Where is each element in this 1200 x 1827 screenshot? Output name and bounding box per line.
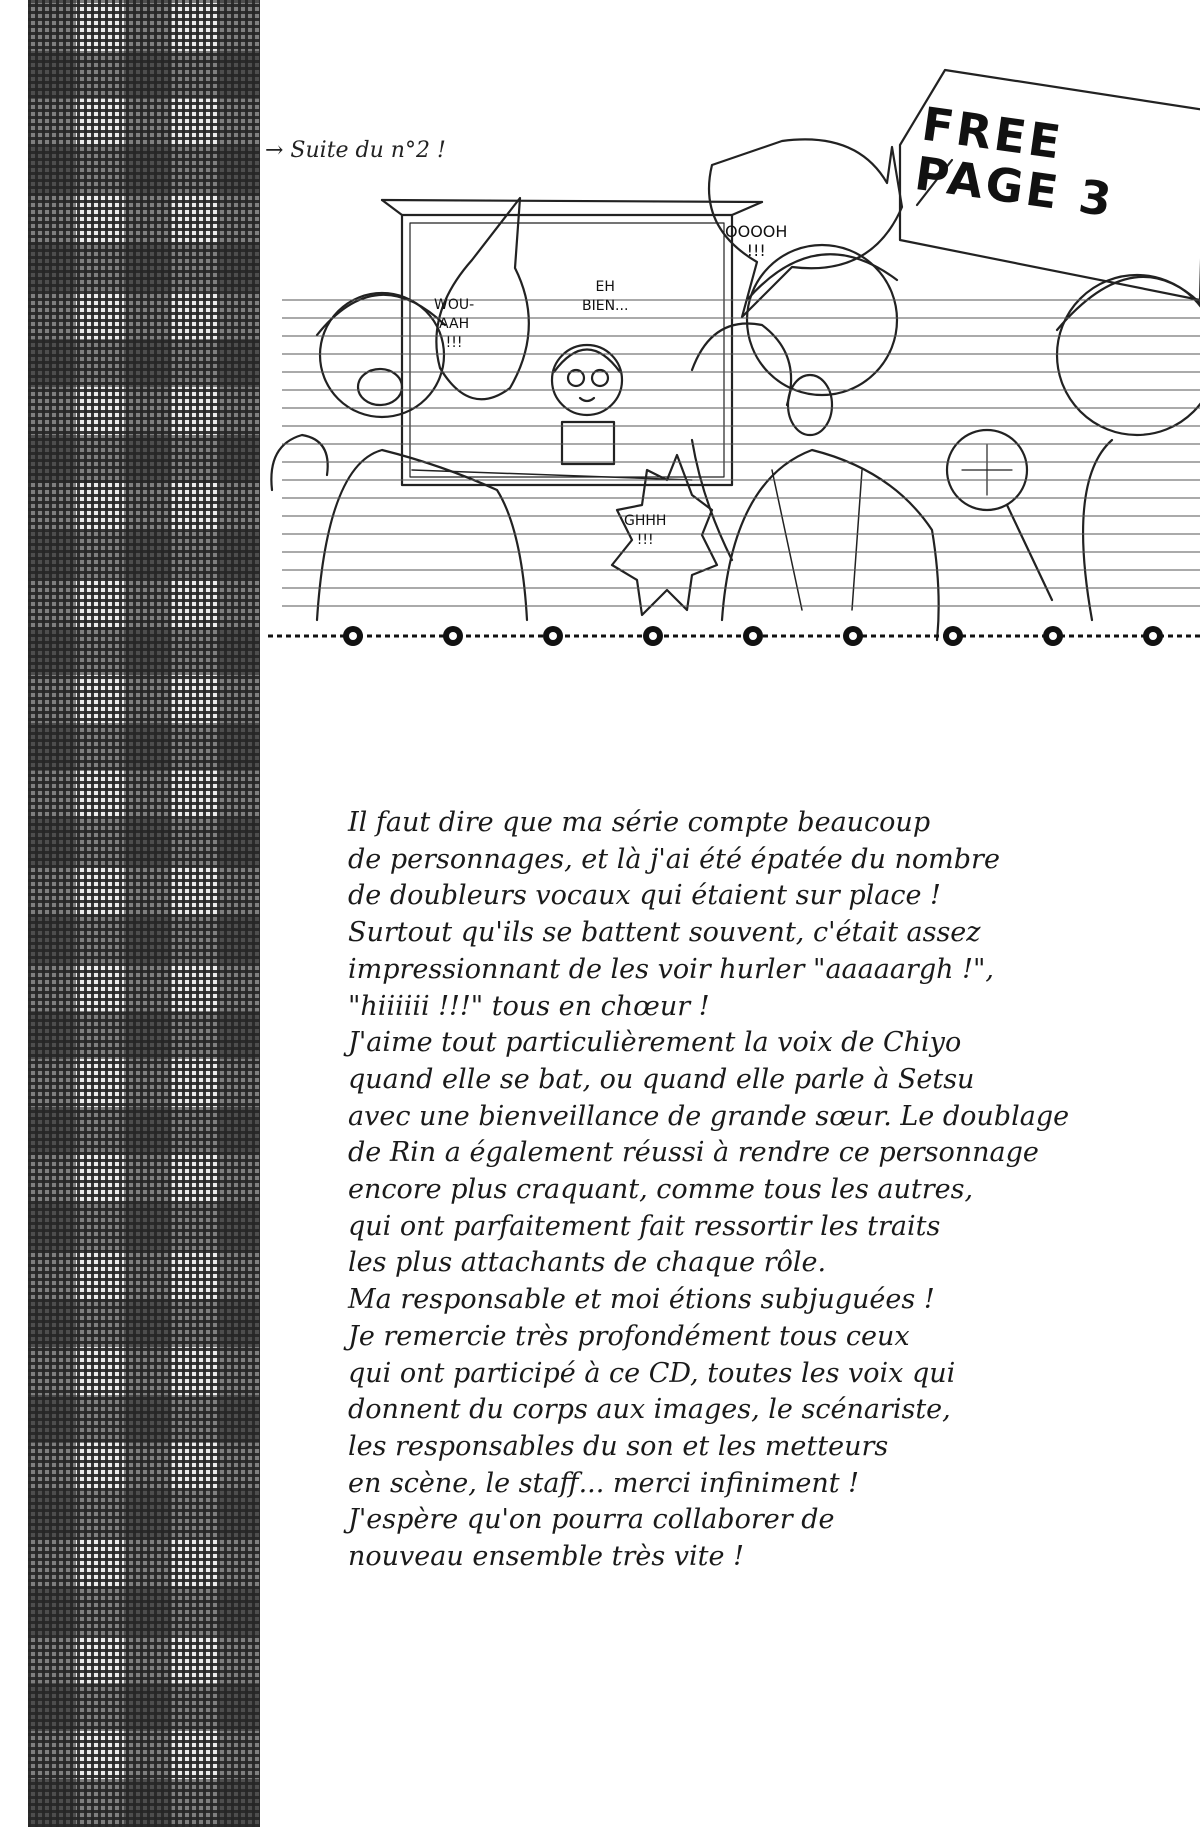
bubble-bottom-text: GHHH !!! — [624, 513, 667, 548]
text-line: Je remercie très profondément tous ceux — [348, 1320, 910, 1352]
text-line: de Rin a également réussi à rendre ce personnage — [348, 1137, 1039, 1169]
text-line: de personnages, et là j'ai été épatée du nombre — [348, 843, 1000, 875]
text-line: avec une bienveillance de grande sœur. Le doublage — [348, 1100, 1070, 1132]
free-page-title: FREE PAGE 3 — [911, 96, 1118, 228]
recording-studio-illustration — [262, 0, 1200, 700]
text-line: J'espère qu'on pourra collaborer de — [348, 1504, 835, 1536]
text-line: les responsables du son et les metteurs — [348, 1430, 889, 1462]
text-line: J'aime tout particulièrement la voix de Chiyo — [348, 1027, 962, 1059]
far-right-person-head — [1057, 275, 1200, 435]
body-text — [348, 805, 1148, 1576]
ornamental-divider — [268, 622, 1200, 650]
text-line: Surtout qu'ils se battent souvent, c'était assez — [348, 917, 981, 949]
text-line: qui ont parfaitement fait ressortir les traits — [348, 1210, 941, 1242]
page-margin — [0, 0, 28, 1827]
text-line: donnent du corps aux images, le scénariste, — [348, 1394, 951, 1426]
bubble-left-text: WOU- AAH !!! — [434, 297, 475, 351]
text-line: les plus attachants de chaque rôle. — [348, 1247, 827, 1279]
text-line: "hiiiiii !!!" tous en chœur ! — [348, 990, 710, 1022]
text-line: impressionnant de les voir hurler "aaaaargh !", — [348, 953, 994, 985]
bubble-right-text: OOOOH !!! — [725, 222, 788, 260]
text-line: Ma responsable et moi étions subjuguées ! — [348, 1284, 935, 1316]
continuation-note: → Suite du n°2 ! — [265, 138, 446, 163]
text-line: qui ont participé à ce CD, toutes les voix qui — [348, 1357, 956, 1389]
girl-voice-actor — [552, 345, 622, 415]
text-line: nouveau ensemble très vite ! — [348, 1541, 744, 1573]
text-line: Il faut dire que ma série compte beaucoup — [348, 807, 931, 838]
text-line: en scène, le staff... merci infiniment ! — [348, 1467, 860, 1499]
script-paper — [562, 422, 614, 464]
text-line: encore plus craquant, comme tous les autres, — [348, 1174, 974, 1206]
text-line: de doubleurs vocaux qui étaient sur place ! — [348, 880, 941, 912]
plaid-border-strip — [28, 0, 260, 1827]
text-line: quand elle se bat, ou quand elle parle à Setsu — [348, 1063, 975, 1095]
bubble-center-text: EH BIEN... — [582, 279, 629, 314]
